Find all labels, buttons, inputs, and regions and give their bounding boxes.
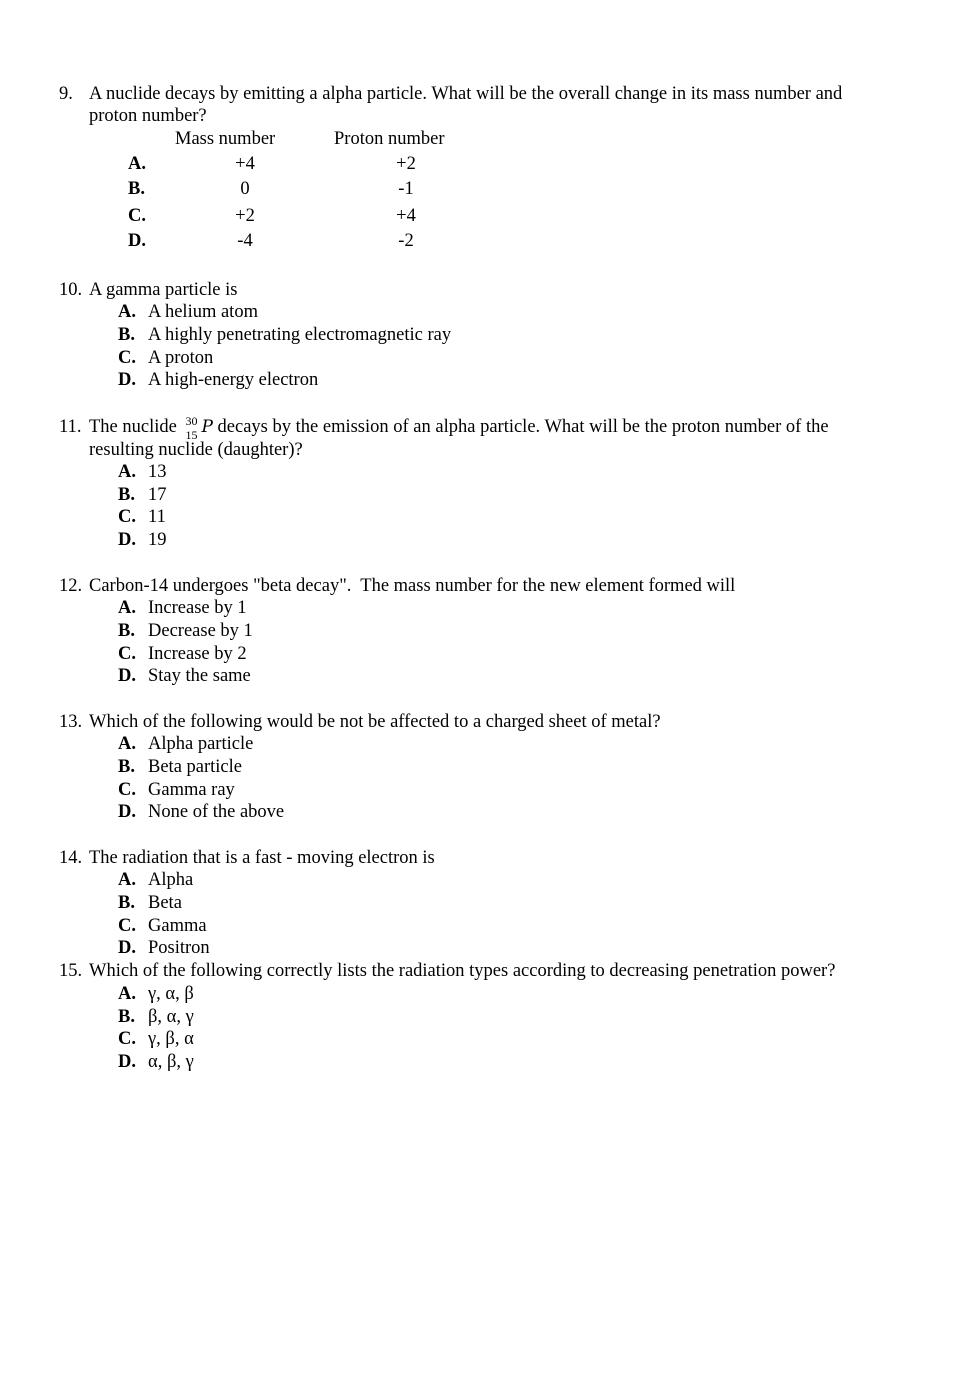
option-letter: B. (118, 325, 135, 345)
option-text: γ, α, β (148, 984, 194, 1004)
mass-change: -4 (237, 231, 253, 251)
nuclide-notation (181, 414, 201, 442)
question-text: resulting nuclide (daughter)? (89, 440, 303, 460)
question-text: A nuclide decays by emitting a alpha particle. What will be the overall change in its mass number and (89, 84, 843, 104)
option-text: 17 (148, 485, 167, 505)
question-text-pre: The nuclide (89, 417, 182, 437)
option-text: Alpha particle (148, 734, 254, 754)
option-c[interactable] (118, 915, 207, 937)
option-c[interactable] (118, 347, 213, 369)
option-letter: B. (118, 1007, 135, 1027)
option-text: γ, β, α (148, 1029, 194, 1049)
option-b[interactable] (118, 756, 242, 778)
option-letter: A. (118, 870, 136, 890)
question-text (89, 414, 829, 442)
option-letter: B. (128, 179, 145, 199)
proton-change: +4 (396, 206, 416, 226)
option-letter: C. (118, 507, 136, 527)
option-letter: B. (118, 893, 135, 913)
option-text: None of the above (148, 802, 285, 822)
option-text: Gamma ray (148, 780, 235, 800)
option-letter: D. (128, 231, 146, 251)
option-letter: C. (118, 348, 136, 368)
option-letter: D. (118, 802, 136, 822)
option-c[interactable] (118, 506, 166, 528)
option-text: Alpha (148, 870, 194, 890)
question-text-post: decays by the emission of an alpha particle. What will be the proton number of the (212, 417, 829, 437)
option-text: 11 (148, 507, 166, 527)
option-text: Decrease by 1 (148, 621, 253, 641)
option-a[interactable] (118, 983, 194, 1005)
option-b[interactable] (118, 324, 451, 346)
option-letter: C. (118, 916, 136, 936)
mass-change: +4 (235, 154, 255, 174)
question-text: Which of the following would be not be affected to a charged sheet of metal? (89, 712, 661, 732)
option-letter: B. (118, 621, 135, 641)
option-d[interactable] (118, 665, 251, 687)
option-text: Increase by 2 (148, 644, 247, 664)
option-text: Beta particle (148, 757, 242, 777)
question-text: Which of the following correctly lists the radiation types according to decreasing penetration power? (89, 961, 836, 981)
column-header-mass: Mass number (175, 129, 276, 149)
question-text: A gamma particle is (89, 280, 238, 300)
option-a[interactable] (118, 733, 253, 755)
option-text: β, α, γ (148, 1007, 194, 1027)
option-text: Gamma (148, 916, 207, 936)
option-d[interactable] (118, 369, 318, 391)
option-b[interactable] (118, 1006, 194, 1028)
option-a[interactable] (118, 301, 258, 323)
option-text: Beta (148, 893, 182, 913)
option-letter: A. (118, 984, 136, 1004)
option-d[interactable] (118, 1051, 194, 1073)
atomic-number: 15 (185, 428, 198, 442)
option-letter: A. (118, 598, 136, 618)
question-number: 13. (59, 712, 83, 732)
option-letter: C. (118, 644, 136, 664)
option-c[interactable] (118, 779, 235, 801)
option-a[interactable] (118, 597, 247, 619)
question-text: The radiation that is a fast - moving electron is (89, 848, 435, 868)
option-b[interactable] (118, 892, 182, 914)
proton-change: -2 (398, 231, 414, 251)
option-letter: A. (118, 302, 136, 322)
option-letter: B. (118, 485, 135, 505)
option-b[interactable] (118, 620, 253, 642)
option-letter: D. (118, 370, 136, 390)
option-letter: D. (118, 1052, 136, 1072)
question-number: 14. (59, 848, 83, 868)
option-letter: B. (118, 757, 135, 777)
option-text: Positron (148, 938, 210, 958)
option-b[interactable] (118, 484, 167, 506)
option-letter: C. (128, 206, 146, 226)
option-text: A highly penetrating electromagnetic ray (148, 325, 452, 345)
option-text: Stay the same (148, 666, 251, 686)
question-number: 12. (59, 576, 83, 596)
option-d[interactable] (118, 801, 284, 823)
question-text: proton number? (89, 106, 207, 126)
option-letter: C. (118, 780, 136, 800)
option-letter: D. (118, 530, 136, 550)
option-text: A helium atom (148, 302, 258, 322)
option-a[interactable] (118, 461, 167, 483)
option-d[interactable] (118, 937, 210, 959)
option-letter: D. (118, 666, 136, 686)
option-d[interactable] (118, 529, 167, 551)
option-text: A high-energy electron (148, 370, 319, 390)
option-letter: A. (118, 734, 136, 754)
option-letter: C. (118, 1029, 136, 1049)
option-a[interactable] (118, 869, 193, 891)
mass-change: 0 (240, 179, 250, 199)
question-number: 15. (59, 961, 83, 981)
option-letter: A. (118, 462, 136, 482)
option-text: A proton (148, 348, 214, 368)
option-c[interactable] (118, 643, 247, 665)
option-letter: D. (118, 938, 136, 958)
option-text: 19 (148, 530, 167, 550)
question-number: 11. (59, 417, 82, 437)
column-header-proton: Proton number (334, 129, 445, 149)
question-number: 10. (59, 280, 83, 300)
option-text: 13 (148, 462, 167, 482)
question-text: Carbon-14 undergoes "beta decay". The mass number for the new element formed will (89, 576, 736, 596)
question-number: 9. (59, 84, 73, 104)
option-text: Increase by 1 (148, 598, 247, 618)
proton-change: +2 (396, 154, 416, 174)
proton-change: -1 (398, 179, 414, 199)
mass-change: +2 (235, 206, 255, 226)
option-text: α, β, γ (148, 1052, 194, 1072)
element-symbol: P (201, 417, 213, 437)
option-c[interactable] (118, 1028, 194, 1050)
mass-number: 30 (185, 414, 198, 428)
option-letter: A. (128, 154, 146, 174)
